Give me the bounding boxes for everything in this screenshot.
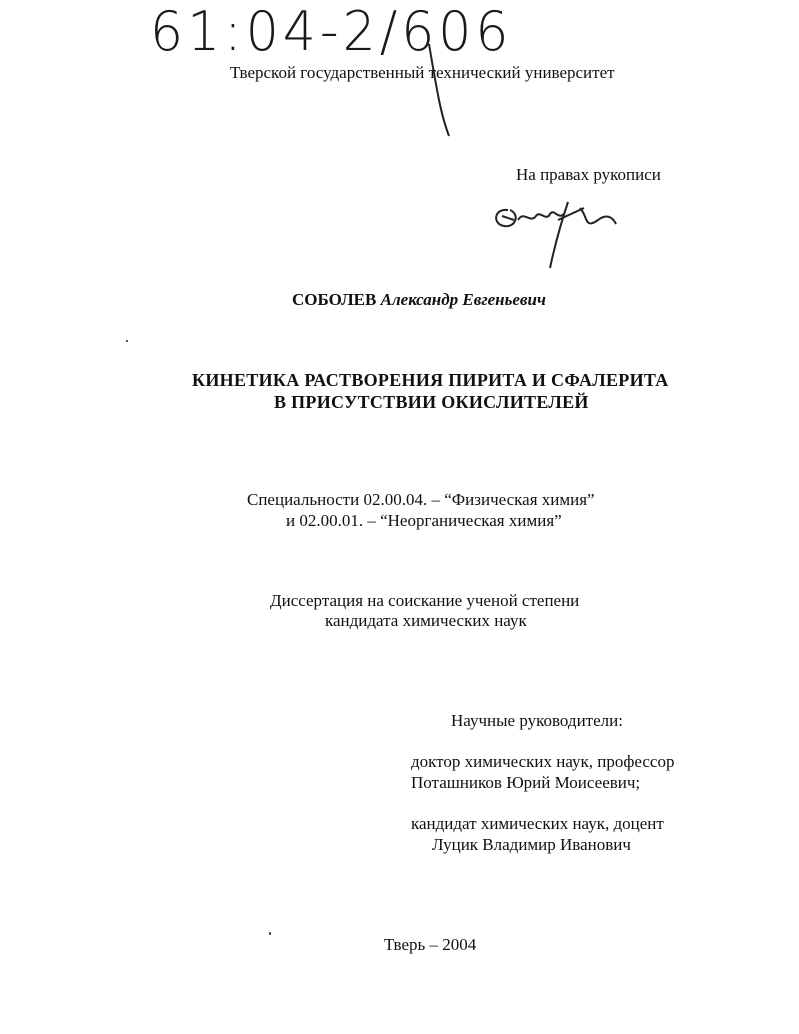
- degree-line2: кандидата химических наук: [325, 611, 527, 630]
- author-name-line: [292, 290, 546, 310]
- scan-speck: [269, 932, 271, 935]
- handwritten-archive-code: 61:04-2/606: [150, 0, 513, 64]
- handwritten-stroke: [425, 40, 455, 140]
- supervisor1-name: Поташников Юрий Моисеевич;: [411, 773, 641, 792]
- degree-line1: Диссертация на соискание ученой степени: [270, 591, 580, 610]
- scan-speck: [126, 340, 128, 342]
- university-name: Тверской государственный технический университет: [230, 63, 615, 82]
- supervisors-heading: Научные руководители:: [451, 711, 623, 730]
- dissertation-title-line1: КИНЕТИКА РАСТВОРЕНИЯ ПИРИТА И СФАЛЕРИТА: [192, 370, 669, 390]
- specialties-line1: Специальности 02.00.04. – “Физическая химия”: [247, 490, 595, 509]
- place-and-year: Тверь – 2004: [384, 935, 477, 954]
- dissertation-title-line2: В ПРИСУТСТВИИ ОКИСЛИТЕЛЕЙ: [274, 392, 589, 412]
- specialties-line2: и 02.00.01. – “Неорганическая химия”: [286, 511, 562, 530]
- supervisor2-name: Луцик Владимир Иванович: [432, 835, 631, 854]
- supervisor2-title: кандидат химических наук, доцент: [411, 814, 664, 833]
- manuscript-rights-note: На правах рукописи: [516, 165, 661, 184]
- author-given-name: Александр Евгеньевич: [380, 290, 546, 309]
- author-surname: СОБОЛЕВ: [292, 290, 377, 309]
- author-signature: [488, 190, 638, 280]
- supervisor1-title: доктор химических наук, профессор: [411, 752, 675, 771]
